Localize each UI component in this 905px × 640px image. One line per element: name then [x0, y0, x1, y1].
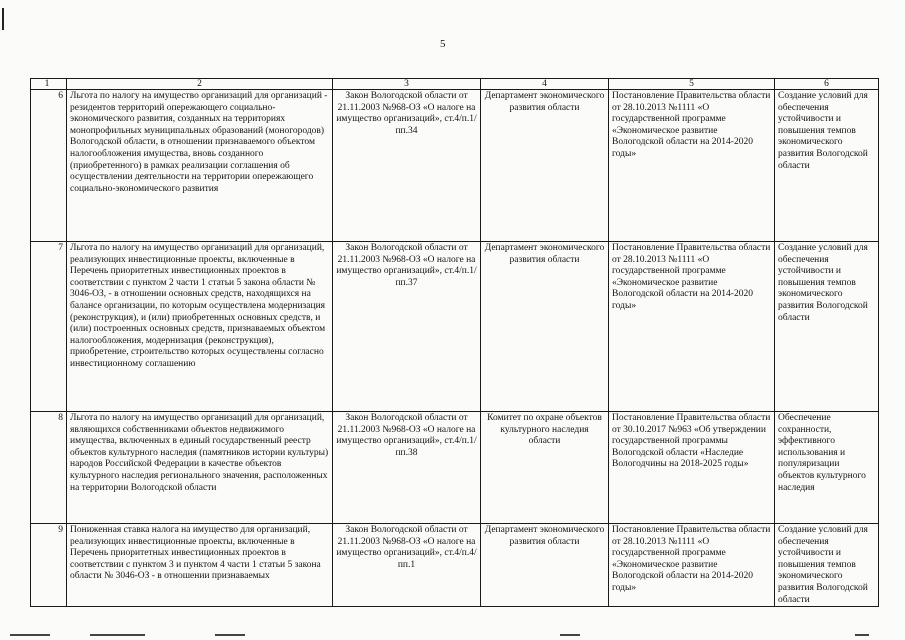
program-goal: Создание условий для обеспечения устойчивости и повышения темпов экономического развития Вологодской области [775, 90, 879, 242]
legal-basis: Закон Вологодской области от 21.11.2003 №968-ОЗ «О налоге на имущество организаций», ст.4/п.1/пп.34 [333, 90, 481, 242]
column-header: 6 [775, 79, 879, 90]
tax-benefits-table [30, 78, 879, 607]
column-header: 3 [333, 79, 481, 90]
benefit-description: Льгота по налогу на имущество организаций для организаций - резидентов территорий опережающего социально-экономического развития, созданных на территориях монопрофильных муниципальных образований (моногородов) Вологодской области, в отношении признаваемого объектом налогообложения имущества, вновь созданного (приобретенного) в рамках реализации соглашения об осуществлении деятельности на территории опережающего социально-экономического развития [67, 90, 333, 242]
program-goal: Обеспечение сохранности, эффективного использования и популяризации объектов культурного наследия [775, 412, 879, 524]
row-number: 6 [31, 90, 67, 242]
responsible-department: Департамент экономического развития области [481, 524, 609, 607]
column-header: 5 [609, 79, 775, 90]
scan-artifact [215, 634, 245, 636]
column-header: 4 [481, 79, 609, 90]
column-header: 1 [31, 79, 67, 90]
state-program: Постановление Правительства области от 28.10.2013 №1111 «О государственной программе «Экономическое развитие Вологодской области на 2014-2020 годы» [609, 242, 775, 412]
scan-artifact [90, 634, 145, 636]
page-number: 5 [440, 38, 446, 50]
scan-artifact [560, 634, 580, 636]
scan-artifact [855, 634, 869, 636]
table-row [31, 524, 879, 607]
legal-basis: Закон Вологодской области от 21.11.2003 №968-ОЗ «О налоге на имущество организаций», ст.4/п.1/пп.38 [333, 412, 481, 524]
table-row [31, 242, 879, 412]
table-row [31, 412, 879, 524]
scan-artifact [10, 634, 50, 636]
legal-basis: Закон Вологодской области от 21.11.2003 №968-ОЗ «О налоге на имущество организаций», ст.4/п.1/пп.37 [333, 242, 481, 412]
legal-basis: Закон Вологодской области от 21.11.2003 №968-ОЗ «О налоге на имущество организаций», ст.4/п.4/пп.1 [333, 524, 481, 607]
state-program: Постановление Правительства области от 28.10.2013 №1111 «О государственной программе «Экономическое развитие Вологодской области на 2014-2020 годы» [609, 90, 775, 242]
row-number: 8 [31, 412, 67, 524]
program-goal: Создание условий для обеспечения устойчивости и повышения темпов экономического развития Вологодской области [775, 242, 879, 412]
state-program: Постановление Правительства области от 28.10.2013 №1111 «О государственной программе «Экономическое развитие Вологодской области на 2014-2020 годы» [609, 524, 775, 607]
column-header: 2 [67, 79, 333, 90]
responsible-department: Комитет по охране объектов культурного наследия области [481, 412, 609, 524]
responsible-department: Департамент экономического развития области [481, 242, 609, 412]
benefit-description: Пониженная ставка налога на имущество для организаций, реализующих инвестиционные проекты, включенные в Перечень приоритетных инвестиционных проектов в соответствии с пунктом 3 и пунктом 4 части 1 статьи 5 закона области № 3046-ОЗ - в отношении признаваемых [67, 524, 333, 607]
row-number: 7 [31, 242, 67, 412]
responsible-department: Департамент экономического развития области [481, 90, 609, 242]
table-header-row [31, 79, 879, 90]
benefit-description: Льгота по налогу на имущество организаций для организаций, реализующих инвестиционные проекты, включенные в Перечень приоритетных инвестиционных проектов в соответствии с пунктом 2 части 1 статьи 5 закона области № 3046-ОЗ, - в отношении основных средств, находящихся на балансе организации, по которым осуществлена модернизация (реконструкция), и (или) приобретенных основных средств, и (или) построенных основных средств, признаваемых объектом налогообложения, модернизация (реконструкция), приобретение, строительство которых осуществлены согласно инвестиционному соглашению [67, 242, 333, 412]
program-goal: Создание условий для обеспечения устойчивости и повышения темпов экономического развития Вологодской области [775, 524, 879, 607]
benefit-description: Льгота по налогу на имущество организаций для организаций, являющихся собственниками объектов недвижимого имущества, включенных в единый государственный реестр объектов культурного наследия (памятников истории культуры) народов Российской Федерации в качестве объектов культурного наследия регионального значения, расположенных на территории Вологодской области [67, 412, 333, 524]
table-row [31, 90, 879, 242]
state-program: Постановление Правительства области от 30.10.2017 №963 «Об утверждении государственной программы Вологодской области «Наследие Вологодчины на 2018-2025 годы» [609, 412, 775, 524]
row-number: 9 [31, 524, 67, 607]
scan-bottom-edge [0, 628, 905, 640]
scan-edge-mark [2, 8, 4, 30]
